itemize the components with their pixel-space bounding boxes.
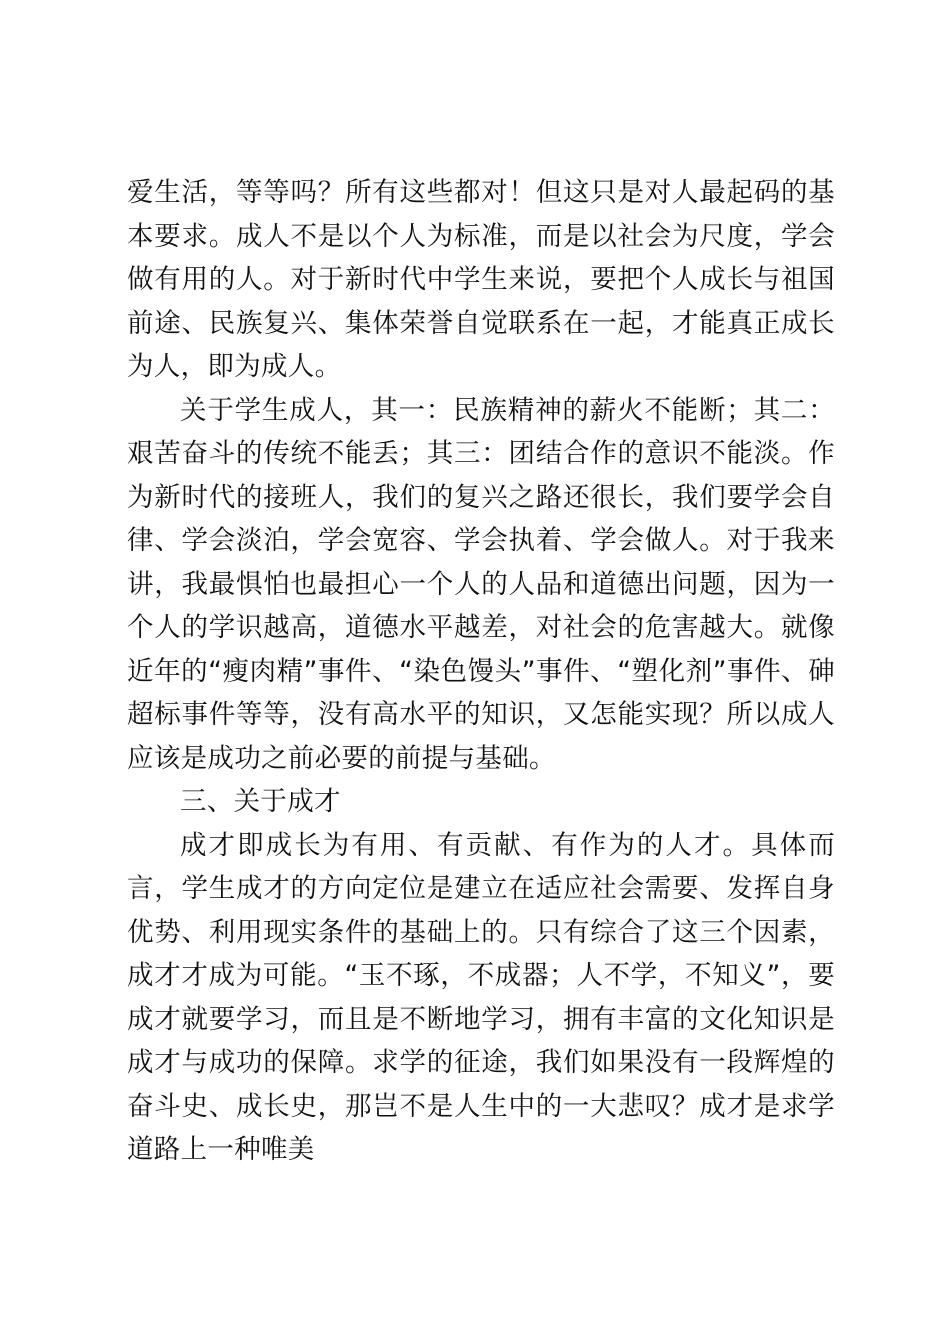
- paragraph-about-talent: 成才即成长为有用、有贡献、有作为的人才。具体而言，学生成才的方向定位是建立在适应社会需要、发挥自身优势、利用现实条件的基础上的。只有综合了这三个因素，成才才成为可能。“玉不琢，不成器；人不学，不知义”，要成才就要学习，而且是不断地学习，拥有丰富的文化知识是成才与成功的保障。求学的征途，我们如果没有一段辉煌的奋斗史、成长史，那岂不是人生中的一大悲叹？成才是求学道路上一种唯美: [127, 829, 835, 1165]
- section-heading: 三、关于成才: [180, 786, 341, 817]
- document-body: [127, 171, 835, 1172]
- paragraph-continuation: 爱生活，等等吗？所有这些都对！但这只是对人最起码的基本要求。成人不是以个人为标准，而是以社会为尺度，学会做有用的人。对于新时代中学生来说，要把个人成长与祖国前途、民族复兴、集体荣誉自觉联系在一起，才能真正成长为人，即为成人。: [127, 177, 835, 382]
- paragraph-about-adulthood: 关于学生成人，其一：民族精神的薪火不能断；其二：艰苦奋斗的传统不能丢；其三：团结合作的意识不能淡。作为新时代的接班人，我们的复兴之路还很长，我们要学会自律、学会淡泊，学会宽容、学会执着、学会做人。对于我来讲，我最惧怕也最担心一个人的人品和道德出问题，因为一个人的学识越高，道德水平越差，对社会的危害越大。就像近年的“瘦肉精”事件、“染色馒头”事件、“塑化剂”事件、砷超标事件等等，没有高水平的知识，又怎能实现？所以成人应该是成功之前必要的前提与基础。: [127, 394, 835, 774]
